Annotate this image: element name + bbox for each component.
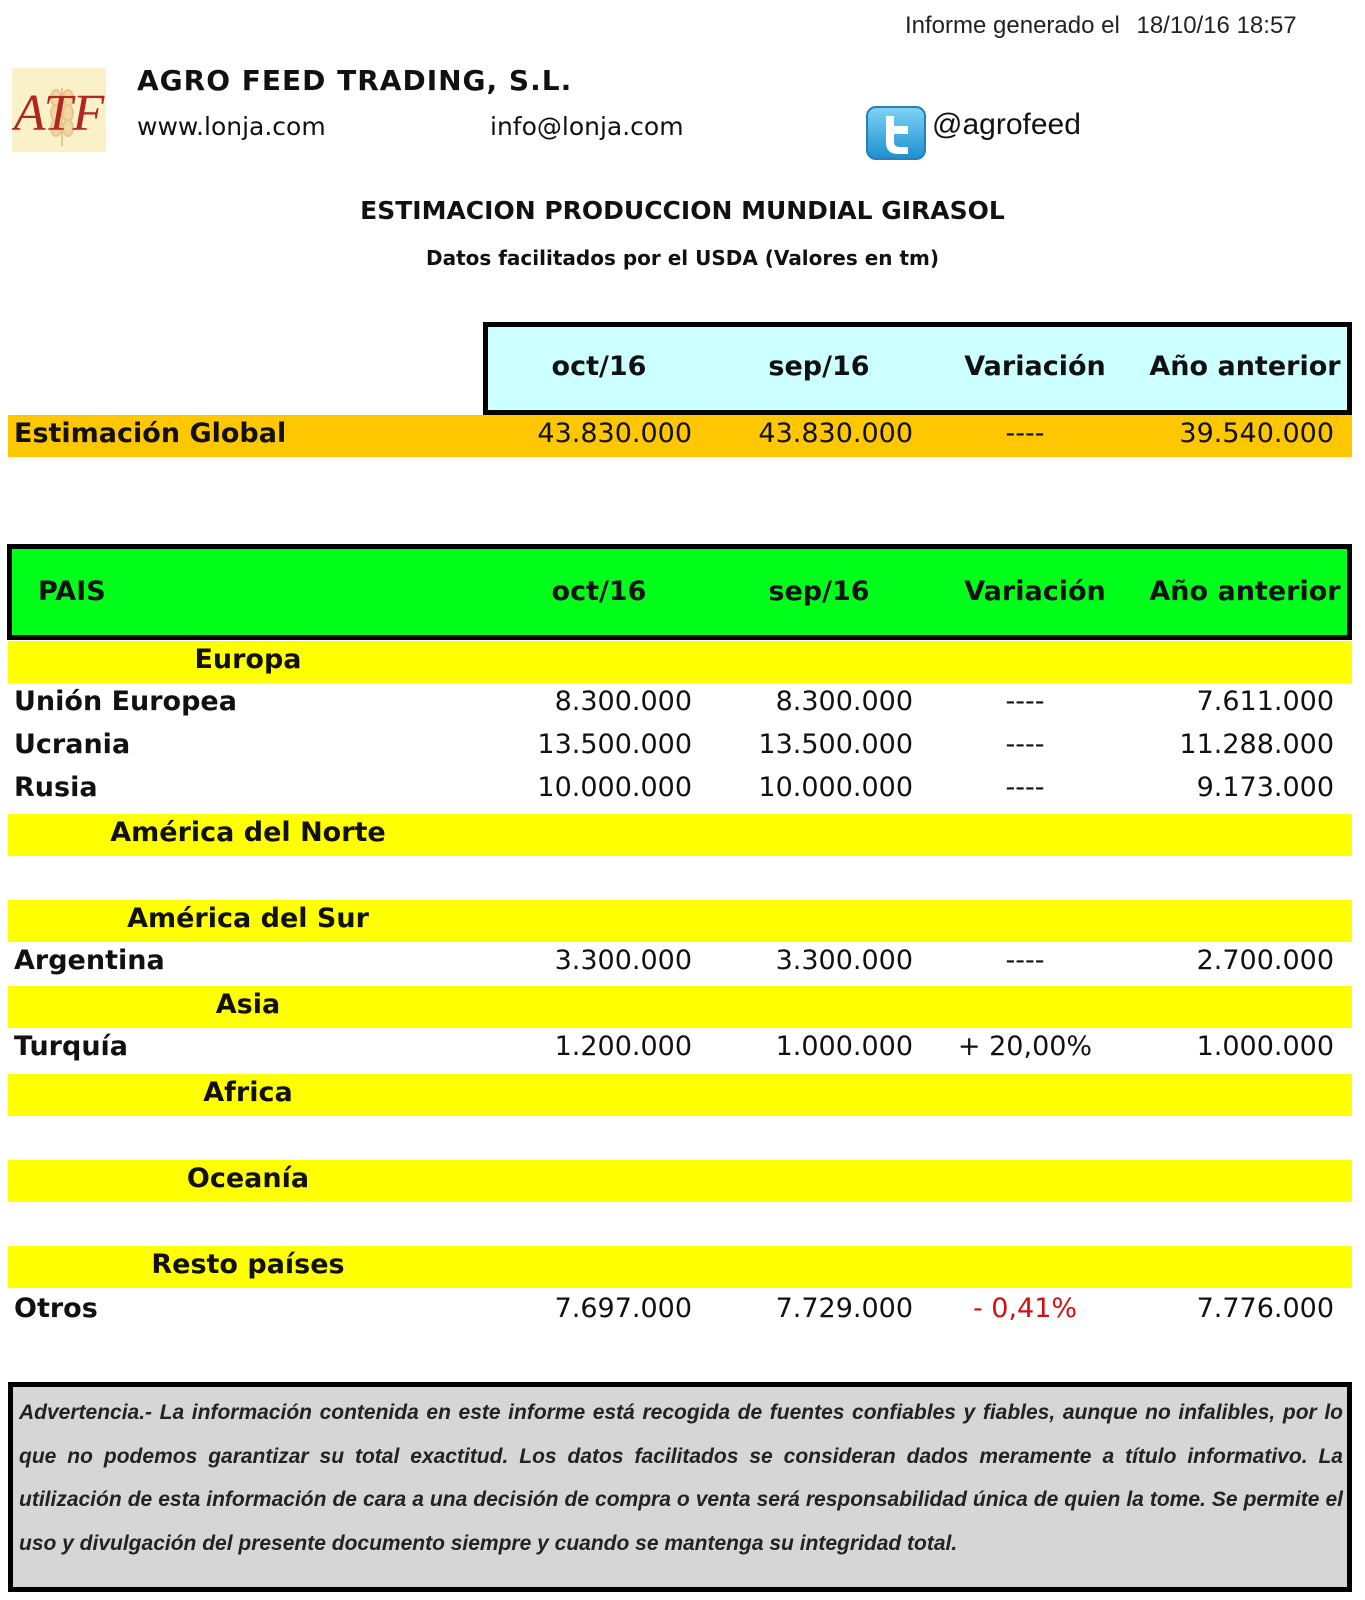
row-turkey-label: Turquía	[14, 1031, 129, 1062]
row-ukraine-sep: 13.500.000	[758, 729, 913, 760]
row-others-label: Otros	[14, 1293, 98, 1324]
region-asia: Asia	[215, 989, 281, 1020]
company-name: AGRO FEED TRADING, S.L.	[137, 64, 573, 97]
region-south-america: América del Sur	[127, 903, 369, 934]
row-argentina-variation: ----	[1005, 945, 1045, 976]
region-north-america: América del Norte	[110, 817, 386, 848]
col-previous-header-2: Año anterior	[1149, 576, 1341, 607]
col-sep-header-2: sep/16	[768, 576, 870, 607]
report-date-label: Informe generado el	[905, 12, 1120, 39]
global-oct: 43.830.000	[537, 418, 692, 449]
row-eu-sep: 8.300.000	[775, 686, 913, 717]
twitter-handle[interactable]: @agrofeed	[932, 108, 1081, 141]
region-africa: Africa	[203, 1077, 293, 1108]
page-title: ESTIMACION PRODUCCION MUNDIAL GIRASOL	[360, 196, 1005, 225]
row-argentina-label: Argentina	[14, 945, 165, 976]
row-turkey-sep: 1.000.000	[775, 1031, 913, 1062]
row-turkey-oct: 1.200.000	[554, 1031, 692, 1062]
company-email[interactable]: info@lonja.com	[490, 112, 684, 141]
row-others-oct: 7.697.000	[554, 1293, 692, 1324]
col-country-header: PAIS	[38, 576, 106, 607]
report-date-value: 18/10/16 18:57	[1136, 12, 1297, 39]
col-oct-header-2: oct/16	[551, 576, 647, 607]
global-sep: 43.830.000	[758, 418, 913, 449]
company-logo	[12, 68, 106, 152]
atf-logo-icon	[12, 68, 106, 152]
region-oceania: Oceanía	[186, 1163, 310, 1194]
row-turkey-variation: + 20,00%	[957, 1031, 1093, 1062]
row-ukraine-oct: 13.500.000	[537, 729, 692, 760]
row-eu-label: Unión Europea	[14, 686, 237, 717]
row-russia-sep: 10.000.000	[758, 772, 913, 803]
disclaimer-box: Advertencia.- La información contenida en este informe está recogida de fuentes confiables y fiables, aunque no infalibles, por lo que no podemos garantizar su total exactitud. Los datos facilitados se consideran dados meramente a título informativo. La utilización de esta información de cara a una decisión de compra o venta será responsabilidad única de quien la tome. Se permite el uso y divulgación del presente documento siempre y cuando se mantenga su integridad total.	[8, 1382, 1352, 1592]
row-russia-previous: 9.173.000	[1196, 772, 1334, 803]
row-eu-previous: 7.611.000	[1196, 686, 1334, 717]
region-rest: Resto países	[151, 1249, 345, 1280]
row-ukraine-previous: 11.288.000	[1179, 729, 1334, 760]
report-date	[905, 12, 1297, 40]
global-previous: 39.540.000	[1179, 418, 1334, 449]
twitter-icon[interactable]	[866, 106, 926, 160]
global-label: Estimación Global	[14, 418, 287, 449]
col-sep-header: sep/16	[768, 351, 870, 382]
row-argentina-previous: 2.700.000	[1196, 945, 1334, 976]
row-russia-label: Rusia	[14, 772, 98, 803]
global-variation: ----	[1005, 418, 1045, 449]
logo-text: ATF	[13, 85, 105, 142]
company-website[interactable]: www.lonja.com	[137, 112, 326, 141]
row-ukraine-variation: ----	[1005, 729, 1045, 760]
row-others-sep: 7.729.000	[775, 1293, 913, 1324]
row-ukraine-label: Ucrania	[14, 729, 131, 760]
page-subtitle: Datos facilitados por el USDA (Valores en tm)	[425, 246, 940, 270]
col-variation-header: Variación	[964, 351, 1106, 382]
row-eu-variation: ----	[1005, 686, 1045, 717]
col-variation-header-2: Variación	[964, 576, 1106, 607]
row-eu-oct: 8.300.000	[554, 686, 692, 717]
row-turkey-previous: 1.000.000	[1196, 1031, 1334, 1062]
col-oct-header: oct/16	[551, 351, 647, 382]
row-russia-variation: ----	[1005, 772, 1045, 803]
row-argentina-oct: 3.300.000	[554, 945, 692, 976]
region-europe: Europa	[194, 644, 302, 675]
row-others-previous: 7.776.000	[1196, 1293, 1334, 1324]
row-others-variation: - 0,41%	[972, 1293, 1078, 1324]
row-russia-oct: 10.000.000	[537, 772, 692, 803]
row-argentina-sep: 3.300.000	[775, 945, 913, 976]
col-previous-header: Año anterior	[1149, 351, 1341, 382]
